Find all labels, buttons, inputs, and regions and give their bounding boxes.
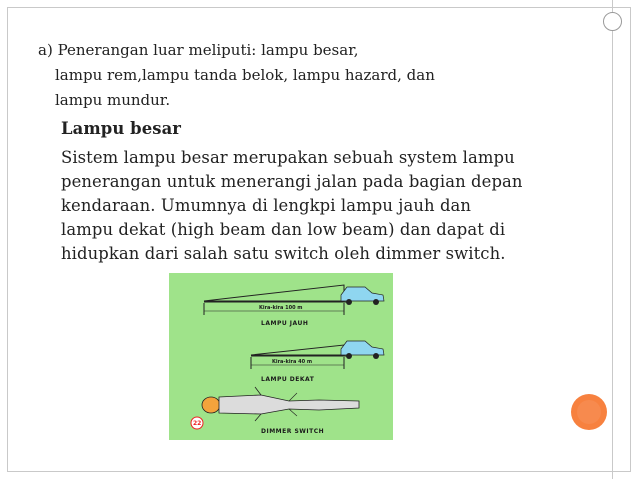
section-heading: Lampu besar [61,119,182,138]
dimmer-switch-label: DIMMER SWITCH [261,428,325,435]
car-icon-near [341,341,384,359]
decorative-vertical-line [612,0,613,479]
dimmer-switch-drawing [191,387,359,435]
figure-number: 22 [193,420,202,427]
paragraph-line-1: Sistem lampu besar merupakan sebuah system lampu [61,148,515,167]
intro-line-1: a) Penerangan luar meliputi: lampu besar, [38,41,359,59]
intro-line-3: lampu mundur. [55,91,171,109]
headlamp-illustration [169,273,393,440]
paragraph-line-3: kendaraan. Umumnya di lengkpi lampu jauh dan [61,196,472,215]
headlamp-diagram [169,273,393,440]
near-beam-label: LAMPU DEKAT [261,376,315,383]
far-distance-label: Kira-kira 100 m [259,305,303,311]
intro-line-2: lampu rem,lampu tanda belok, lampu hazard, dan [55,66,435,84]
paragraph-line-4: lampu dekat (high beam dan low beam) dan dapat di [61,220,506,239]
car-icon-far [341,287,384,305]
near-beam-diagram [251,341,384,383]
paragraph-line-2: penerangan untuk menerangi jalan pada bagian depan [61,172,523,191]
far-beam-label: LAMPU JAUH [261,320,309,327]
paragraph-line-5: hidupkan dari salah satu switch oleh dimmer switch. [61,244,506,263]
near-distance-label: Kira-kira 40 m [272,359,313,365]
far-beam-diagram [204,285,384,327]
decorative-circle-bottom [571,394,607,430]
decorative-circle-top [603,12,622,31]
